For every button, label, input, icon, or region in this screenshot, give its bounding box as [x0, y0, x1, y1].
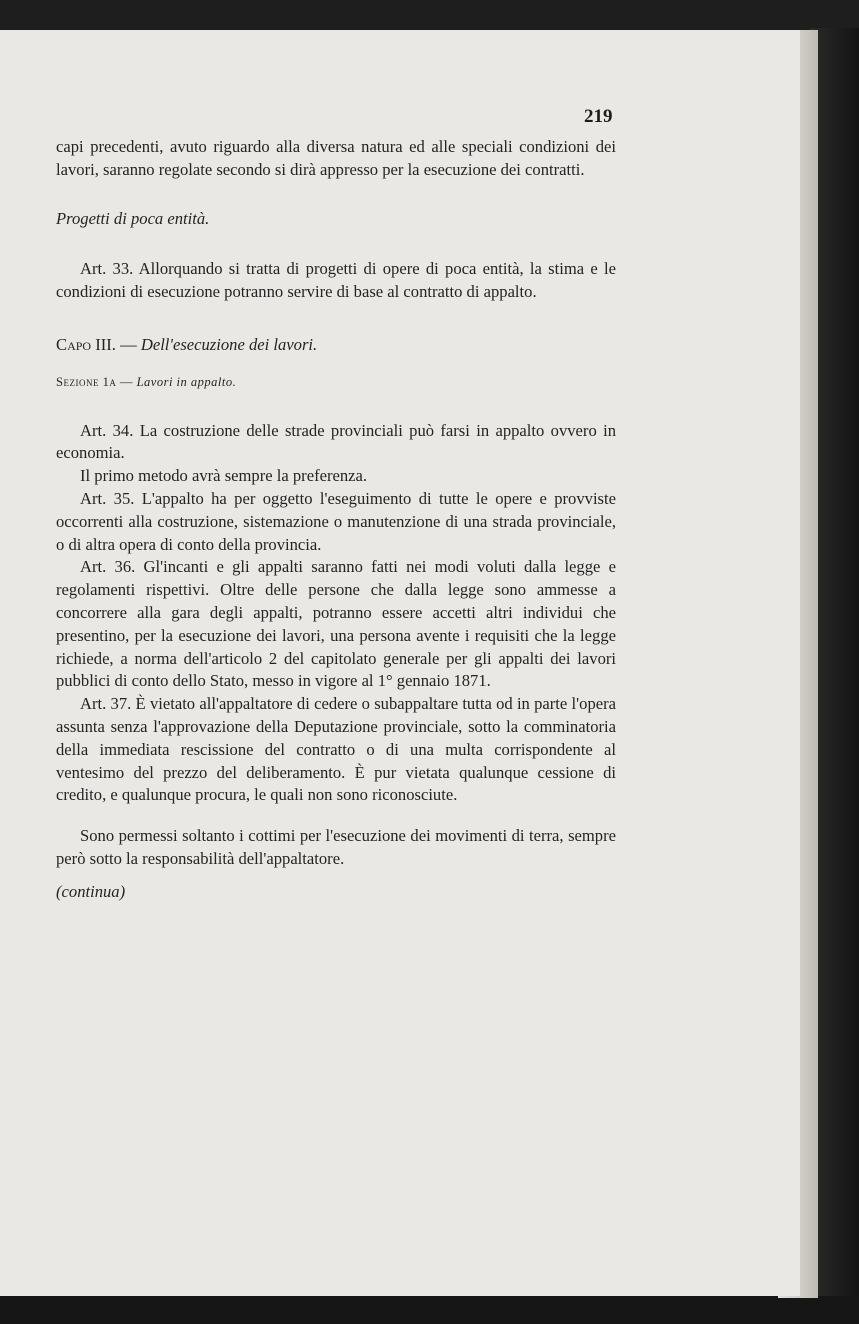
- article-35: Art. 35. L'appalto ha per oggetto l'eseguimento di tutte le opere e provviste occorrenti alla costruzione, sistemazione o manutenzione di una strada provinciale, o di altra opera di conto della provincia.: [56, 488, 616, 554]
- page-body: [56, 136, 616, 904]
- scanned-page: [0, 30, 800, 1296]
- section-title: Lavori in appalto.: [136, 374, 237, 389]
- paragraph-intro: capi precedenti, avuto riguardo alla diversa natura ed alle speciali condizioni dei lavori, saranno regolate secondo si dirà appresso per la esecuzione dei contratti.: [56, 137, 616, 179]
- chapter-dash: —: [115, 334, 141, 354]
- paragraph-cottimi: Sono permessi soltanto i cottimi per l'esecuzione dei movimenti di terra, sempre però sotto la responsabilità dell'appaltatore.: [56, 826, 616, 868]
- article-33: Art. 33. Allorquando si tratta di progetti di opere di poca entità, la stima e le condizioni di esecuzione potranno servire di base al contratto di appalto.: [56, 259, 616, 302]
- section-label: Sezione 1a: [56, 374, 117, 389]
- chapter-heading: [56, 334, 616, 357]
- section-dash: —: [116, 374, 137, 389]
- chapter-label: Capo III.: [56, 334, 116, 354]
- page-number: 219: [584, 106, 613, 127]
- article-34-preference: Il primo metodo avrà sempre la preferenza.: [80, 466, 368, 486]
- article-34: Art. 34. La costruzione delle strade provinciali può farsi in appalto ovvero in economia.: [56, 420, 616, 463]
- dark-background-bottom: [0, 1296, 859, 1324]
- section-heading-progetti: Progetti di poca entità.: [56, 208, 210, 228]
- article-37: Art. 37. È vietato all'appaltatore di cedere o subappaltare tutta od in parte l'opera assunta senza l'approvazione della Deputazione provinciale, sotto la comminatoria della immediata rescissione del contratto o di una multa corrispondente al ventesimo del prezzo del deliberamento. È pur vietata qualunque cessione di credito, e qualunque procura, le quali non sono riconosciute.: [56, 694, 616, 805]
- article-36: Art. 36. Gl'incanti e gli appalti saranno fatti nei modi voluti dalla legge e regolamenti rispettivi. Oltre delle persone che dalla legge sono ammesse a concorrere alla gara degli appalti, potranno essere accetti altri individui che presentino, per la esecuzione dei lavori, una persona avente i requisiti che la legge richiede, a norma dell'articolo 2 del capitolato generale per gli appalti dei lavori pubblici di conto dello Stato, messo in vigore al 1° gennaio 1871.: [56, 557, 616, 691]
- section-subheading: [56, 371, 616, 394]
- chapter-title: Dell'esecuzione dei lavori.: [140, 334, 318, 354]
- continued-note: (continua): [56, 881, 126, 901]
